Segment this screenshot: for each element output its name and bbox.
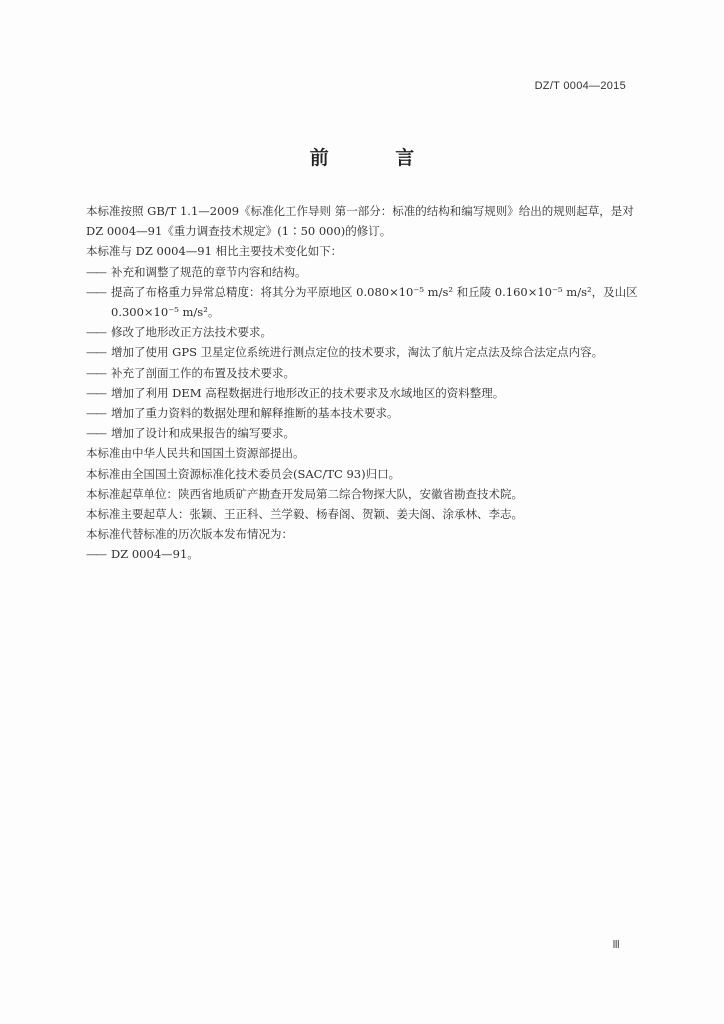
list-item-text: 增加了重力资料的数据处理和解释推断的基本技术要求。 [111,406,399,421]
paragraph-drafting-rules [86,201,638,241]
list-item [86,423,638,443]
list-item-text: 增加了使用 GPS 卫星定位系统进行测点定位的技术要求，淘汰了航片定点法及综合法定点内容。 [111,345,604,360]
list-item-text: 修改了地形改正方法技术要求。 [111,325,272,340]
list-item [86,322,638,342]
paragraph-text: 本标准起草单位：陕西省地质矿产勘查开发局第二综合物探大队，安徽省勘查技术院。 [86,486,523,501]
page-title: 前 言 [309,147,445,169]
dash-marker: —— [86,426,105,441]
list-item [86,383,638,403]
dash-marker: —— [86,345,105,360]
page-number: Ⅲ [612,939,620,951]
list-item-text: 补充和调整了规范的章节内容和结构。 [111,264,307,279]
paragraph-text: 本标准主要起草人：张颖、王正科、兰学毅、杨春阁、贺颖、姜夫阁、涂承林、李志。 [86,507,523,522]
foreword-body [86,201,638,565]
paragraph-text: 本标准与 DZ 0004—91 相比主要技术变化如下： [86,244,343,259]
paragraph-jurisdiction [86,464,638,484]
dash-marker: —— [86,284,105,299]
list-item-text: 补充了剖面工作的布置及技术要求。 [111,365,295,380]
paragraph-history-intro [86,524,638,544]
dash-marker: —— [86,406,105,421]
dash-marker: —— [86,385,105,400]
history-item-text: DZ 0004—91。 [111,547,199,562]
paragraph-text: 本标准代替标准的历次版本发布情况为： [86,527,293,542]
list-item-text: 提高了布格重力异常总精度：将其分为平原地区 0.080×10⁻⁵ m/s² 和丘陵 0.160×10⁻⁵ m/s²，及山区 0.300×10⁻⁵ m/s²。 [111,284,638,320]
list-item-text: 增加了利用 DEM 高程数据进行地形改正的技术要求及水域地区的资料整理。 [111,385,505,400]
paragraph-text: 本标准按照 GB/T 1.1—2009《标准化工作导则 第一部分：标准的结构和编写规则》给出的规则起草，是对 DZ 0004—91《重力调查技术规定》(1∶50 000)的修订。 [86,204,634,239]
list-item-text: 增加了设计和成果报告的编写要求。 [111,426,295,441]
list-item [86,403,638,423]
paragraph-text: 本标准由全国国土资源标准化技术委员会(SAC/TC 93)归口。 [86,466,401,481]
standard-code-header: DZ/T 0004—2015 [534,80,626,92]
dash-marker: —— [86,325,105,340]
paragraph-text: 本标准由中华人民共和国国土资源部提出。 [86,446,305,461]
dash-marker: —— [86,264,105,279]
list-item [86,363,638,383]
dash-marker: —— [86,365,105,380]
paragraph-drafters [86,504,638,524]
dash-marker: —— [86,547,105,562]
paragraph-drafting-units [86,484,638,504]
list-item [86,262,638,282]
list-item [86,342,638,362]
history-list-item [86,544,638,564]
paragraph-changes-intro [86,241,638,261]
paragraph-proposed-by [86,443,638,463]
list-item [86,282,638,322]
